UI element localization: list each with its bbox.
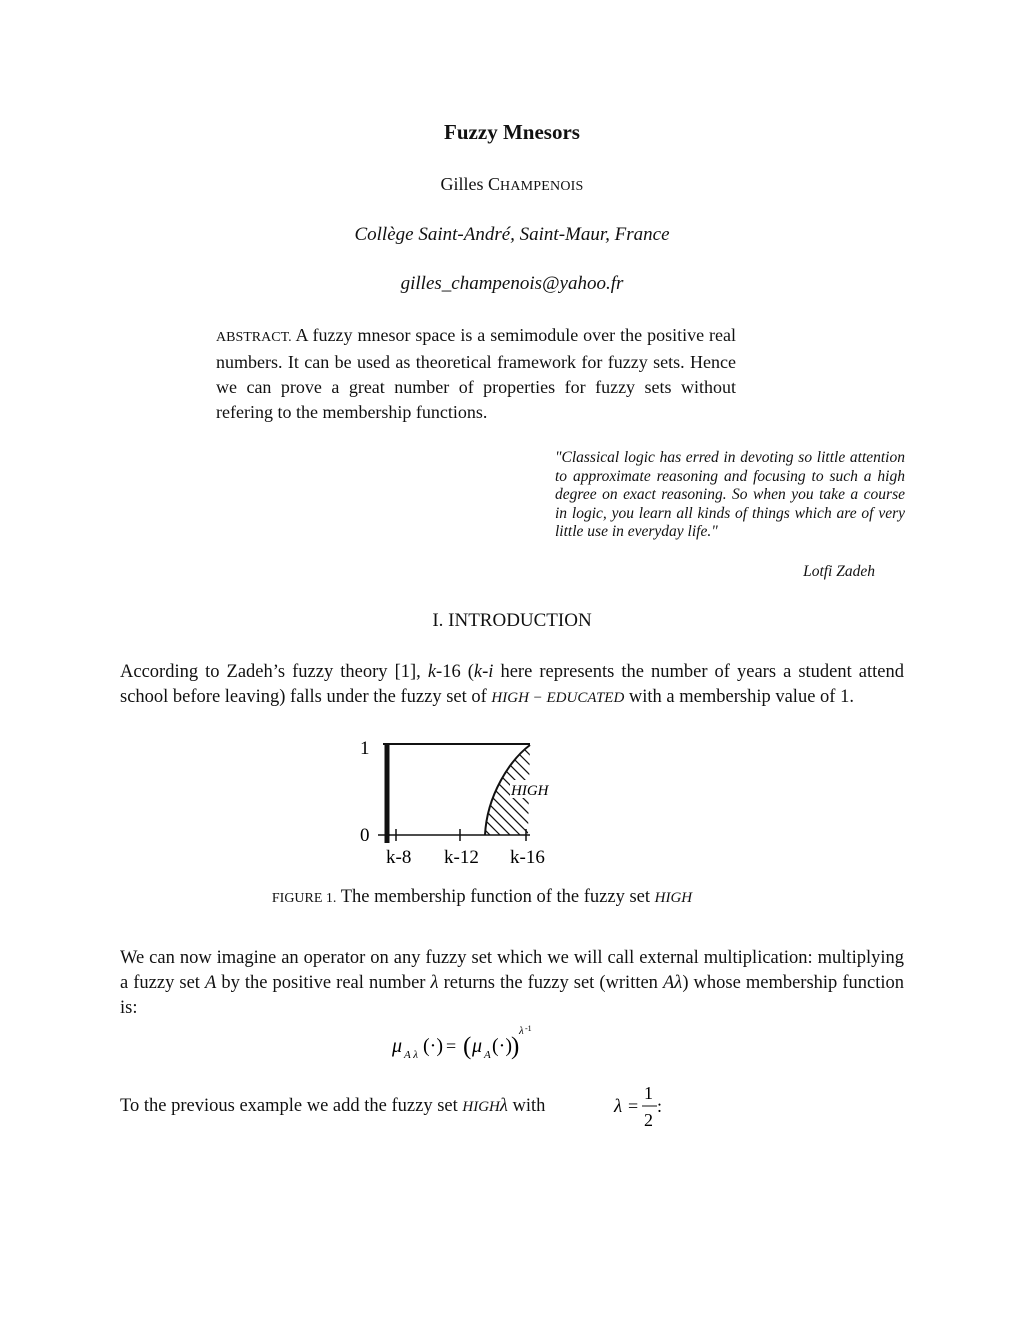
p1-set-name: HIGH − EDUCATED — [491, 690, 625, 706]
frac-colon: : — [657, 1096, 663, 1116]
formula-sub-left: A λ — [404, 1049, 419, 1061]
p3-text-b: with — [507, 1096, 546, 1116]
formula-mu-left: μ — [392, 1035, 403, 1057]
x-tick-label-1: k-8 — [386, 847, 412, 868]
x-tick-label-2: k-12 — [444, 847, 479, 868]
formula-exponent-sup: -1 — [525, 1024, 532, 1033]
caption-set: HIGH — [654, 890, 693, 906]
formula-close-paren: ) — [511, 1033, 520, 1060]
formula-open-paren: ( — [463, 1033, 472, 1060]
affiliation: Collège Saint-André, Saint-Maur, France — [354, 224, 670, 245]
region-label: HIGH — [511, 783, 549, 799]
epigraph-author: Lotfi Zadeh — [803, 563, 875, 580]
y-label-top: 1 — [360, 738, 370, 759]
caption-text: The membership function of the fuzzy set — [336, 887, 655, 907]
formula-dot-right: (·) — [492, 1035, 512, 1057]
caption-label: FIGURE 1. — [271, 891, 337, 906]
author-first: Gilles C — [440, 174, 501, 194]
p2-a-lambda: Aλ — [662, 973, 683, 993]
p3-set: HIGH — [462, 1099, 500, 1115]
p1-ki-k: k — [473, 662, 483, 682]
abstract-text: A fuzzy mnesor space is a semimodule over the positive real numbers. It can be used as theoretical framework for fuzzy sets. Hence we can prove a great number of properties for fuzzy sets without refering to the membership functions. — [216, 325, 736, 422]
abstract-label: ABSTRACT. — [216, 330, 292, 345]
formula-exponent: λ — [519, 1025, 524, 1037]
example-paragraph — [120, 1094, 904, 1120]
lambda-fraction — [612, 1082, 672, 1132]
p2-text-d: ) whose membership function is: — [120, 973, 904, 1018]
x-tick-label-3: k-16 — [510, 847, 545, 868]
membership-figure — [350, 735, 570, 870]
section-heading: I. INTRODUCTION — [432, 610, 592, 631]
p2-text-c: returns the fuzzy set (written — [438, 973, 663, 993]
author-email: gilles_champenois@yahoo.fr — [400, 273, 624, 294]
p2-set-a: A — [205, 973, 217, 993]
frac-denominator: 2 — [644, 1110, 653, 1130]
p3-text-a: To the previous example we add the fuzzy set — [120, 1096, 463, 1116]
formula-dot-left: (·) — [423, 1035, 443, 1057]
epigraph-quote: "Classical logic has erred in devoting so little attention to approximate reasoning and focusing to such a high degree on exact reasoning. So when you take a course in logic, you learn all kinds of things which are of very little use in everyday life." — [555, 449, 905, 540]
formula-sub-right: A — [484, 1049, 491, 1061]
formula-equals: = — [446, 1036, 457, 1056]
p1-text-c: here represents the number of years a student attend school before leaving) falls under the fuzzy set of — [120, 662, 904, 707]
intro-paragraph — [120, 660, 904, 711]
p1-text-b: -16 ( — [436, 662, 474, 682]
p1-text-a: According to Zadeh’s fuzzy theory [1], — [120, 662, 428, 682]
author-last: HAMPENOIS — [500, 179, 584, 194]
author-name — [0, 174, 1024, 195]
figure-caption — [0, 887, 964, 908]
p3-lambda: λ — [499, 1096, 508, 1116]
abstract — [216, 323, 736, 425]
formula-mu-right: μ — [472, 1035, 483, 1057]
p1-text-d: with a membership value of 1. — [624, 687, 854, 707]
p2-text-a: We can now imagine an operator on any fuzzy set which we will call external multiplication: multiplying a fuzzy set — [120, 948, 904, 993]
p1-k: k — [427, 662, 437, 682]
p1-ki-dash: - — [482, 662, 489, 682]
p1-ki-i: i — [488, 662, 494, 682]
paper-title: Fuzzy Mnesors — [444, 120, 580, 144]
p2-lambda: λ — [430, 973, 439, 993]
membership-formula — [390, 1022, 550, 1072]
frac-lambda: λ — [614, 1096, 623, 1117]
y-label-bottom: 0 — [360, 825, 370, 846]
frac-equals: = — [628, 1096, 639, 1116]
frac-numerator: 1 — [644, 1083, 653, 1103]
p2-text-b: by the positive real number — [216, 973, 431, 993]
operator-paragraph — [120, 946, 904, 1021]
